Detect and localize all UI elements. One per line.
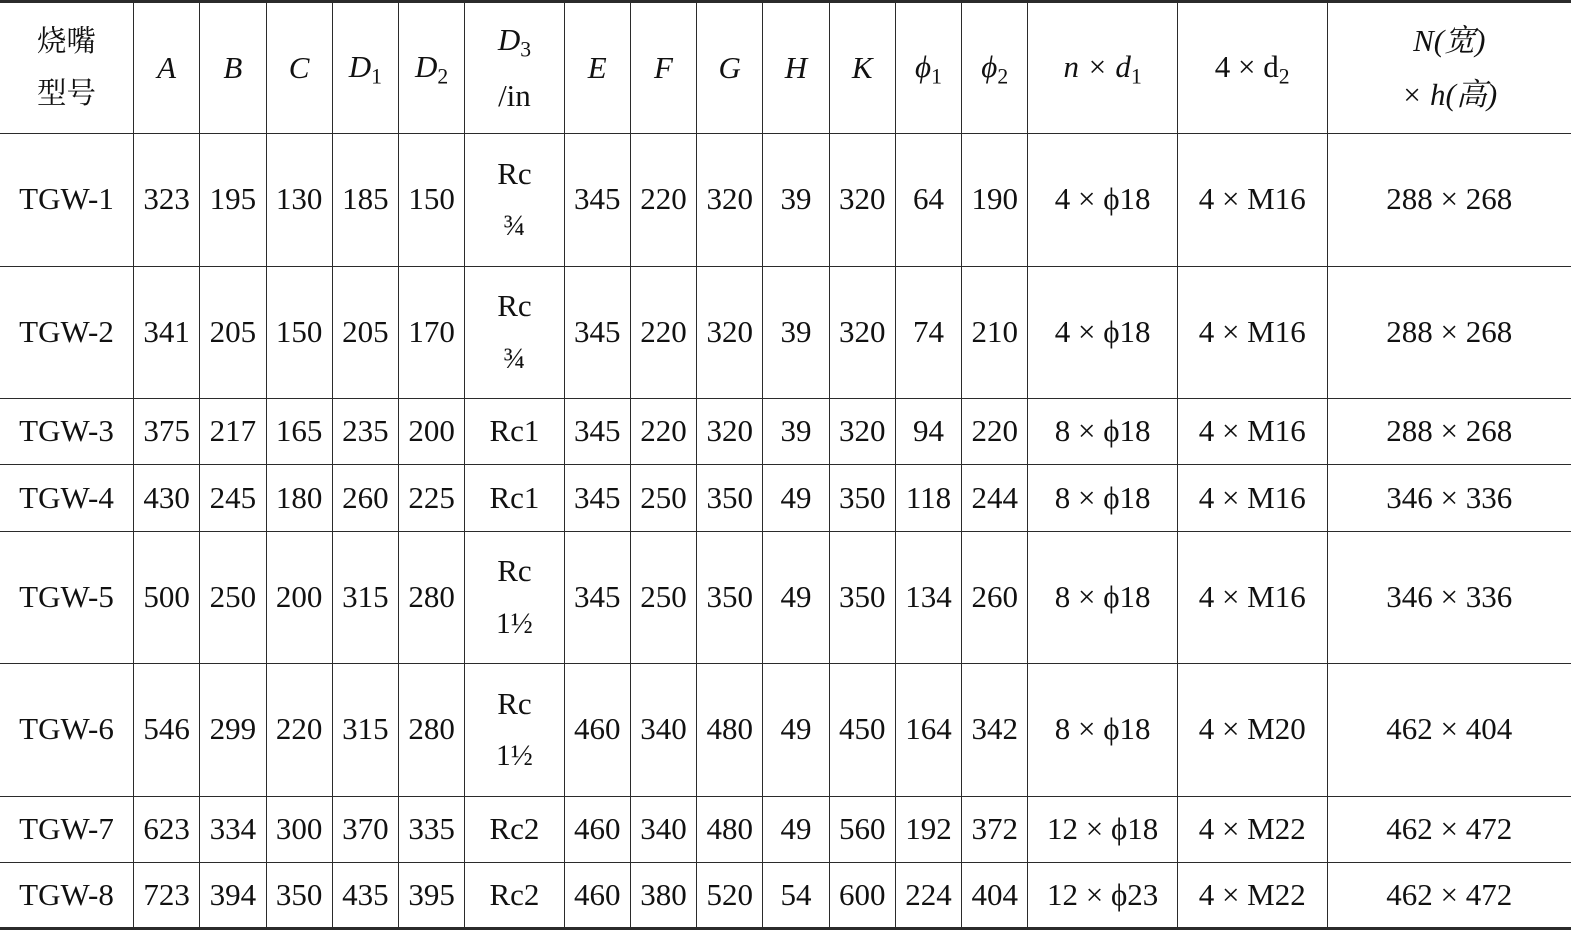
cell-F: 250 bbox=[630, 531, 696, 664]
header-D3 bbox=[465, 2, 564, 134]
cell-D3-line2: 1½ bbox=[496, 607, 533, 640]
cell-E: 345 bbox=[564, 266, 630, 399]
header-n-d1-sub: 1 bbox=[1130, 64, 1142, 89]
cell-H: 39 bbox=[763, 134, 829, 267]
header-D2-sub: 2 bbox=[437, 64, 449, 89]
cell-G: 480 bbox=[697, 796, 763, 862]
header-4-d2 bbox=[1177, 2, 1327, 134]
header-D3-sub: 3 bbox=[520, 37, 532, 62]
cell-D3-line1: Rc bbox=[497, 288, 532, 324]
header-n-d1-text: n × d bbox=[1063, 48, 1131, 84]
cell-D3 bbox=[465, 531, 564, 664]
header-phi2-letter: ϕ bbox=[981, 48, 998, 84]
cell-model: TGW-2 bbox=[0, 266, 134, 399]
header-phi2-sub: 2 bbox=[997, 64, 1009, 89]
cell-K: 560 bbox=[829, 796, 895, 862]
cell-A: 430 bbox=[134, 465, 200, 531]
cell-phi1: 164 bbox=[895, 664, 961, 797]
cell-D3: Rc1 bbox=[465, 399, 564, 465]
cell-B: 217 bbox=[200, 399, 266, 465]
header-D1-letter: D bbox=[348, 48, 372, 84]
table-row bbox=[0, 266, 1571, 399]
cell-B: 205 bbox=[200, 266, 266, 399]
cell-model: TGW-1 bbox=[0, 134, 134, 267]
cell-E: 345 bbox=[564, 134, 630, 267]
cell-phi1: 94 bbox=[895, 399, 961, 465]
cell-C: 200 bbox=[266, 531, 332, 664]
cell-D3 bbox=[465, 266, 564, 399]
header-phi2 bbox=[962, 2, 1028, 134]
cell-F: 340 bbox=[630, 796, 696, 862]
cell-D3-line2: ¾ bbox=[503, 210, 526, 243]
cell-size: 288 × 268 bbox=[1327, 266, 1571, 399]
header-D2-letter: D bbox=[415, 48, 438, 84]
cell-D2: 200 bbox=[399, 399, 465, 465]
cell-size: 462 × 472 bbox=[1327, 796, 1571, 862]
table-row bbox=[0, 796, 1571, 862]
cell-phi2: 220 bbox=[962, 399, 1028, 465]
cell-phi1: 118 bbox=[895, 465, 961, 531]
header-D3-letter: D bbox=[497, 21, 521, 57]
cell-D1: 235 bbox=[332, 399, 398, 465]
cell-phi1: 64 bbox=[895, 134, 961, 267]
cell-D1: 205 bbox=[332, 266, 398, 399]
cell-D1: 185 bbox=[332, 134, 398, 267]
cell-F: 220 bbox=[630, 134, 696, 267]
cell-4-d2: 4 × M16 bbox=[1177, 266, 1327, 399]
table-row bbox=[0, 134, 1571, 267]
cell-H: 49 bbox=[763, 465, 829, 531]
header-K: K bbox=[829, 2, 895, 134]
cell-C: 165 bbox=[266, 399, 332, 465]
cell-H: 39 bbox=[763, 399, 829, 465]
table-header bbox=[0, 2, 1571, 134]
cell-G: 320 bbox=[697, 134, 763, 267]
cell-model: TGW-6 bbox=[0, 664, 134, 797]
cell-K: 600 bbox=[829, 862, 895, 928]
cell-phi2: 342 bbox=[962, 664, 1028, 797]
cell-D2: 395 bbox=[399, 862, 465, 928]
cell-H: 39 bbox=[763, 266, 829, 399]
cell-K: 320 bbox=[829, 266, 895, 399]
cell-n-d1: 12 × ϕ23 bbox=[1028, 862, 1178, 928]
cell-size: 346 × 336 bbox=[1327, 465, 1571, 531]
cell-B: 334 bbox=[200, 796, 266, 862]
cell-A: 546 bbox=[134, 664, 200, 797]
table-row bbox=[0, 531, 1571, 664]
cell-4-d2: 4 × M16 bbox=[1177, 465, 1327, 531]
cell-phi1: 224 bbox=[895, 862, 961, 928]
header-size-line2: × h(高) bbox=[1401, 77, 1498, 112]
cell-H: 49 bbox=[763, 796, 829, 862]
table-row bbox=[0, 465, 1571, 531]
cell-model: TGW-5 bbox=[0, 531, 134, 664]
cell-4-d2: 4 × M16 bbox=[1177, 399, 1327, 465]
cell-H: 49 bbox=[763, 664, 829, 797]
cell-phi2: 210 bbox=[962, 266, 1028, 399]
cell-n-d1: 4 × ϕ18 bbox=[1028, 134, 1178, 267]
cell-n-d1: 12 × ϕ18 bbox=[1028, 796, 1178, 862]
cell-phi1: 192 bbox=[895, 796, 961, 862]
cell-C: 220 bbox=[266, 664, 332, 797]
cell-G: 320 bbox=[697, 266, 763, 399]
cell-D3-line1: Rc bbox=[497, 685, 532, 721]
header-D1 bbox=[332, 2, 398, 134]
cell-n-d1: 4 × ϕ18 bbox=[1028, 266, 1178, 399]
cell-size: 288 × 268 bbox=[1327, 134, 1571, 267]
cell-n-d1: 8 × ϕ18 bbox=[1028, 399, 1178, 465]
cell-D3: Rc1 bbox=[465, 465, 564, 531]
header-model-line1: 烧嘴 bbox=[37, 24, 96, 59]
cell-E: 345 bbox=[564, 465, 630, 531]
cell-D1: 315 bbox=[332, 664, 398, 797]
cell-F: 220 bbox=[630, 399, 696, 465]
cell-phi2: 244 bbox=[962, 465, 1028, 531]
cell-K: 320 bbox=[829, 399, 895, 465]
table-row bbox=[0, 862, 1571, 928]
header-model bbox=[0, 2, 134, 134]
cell-D1: 370 bbox=[332, 796, 398, 862]
cell-phi2: 260 bbox=[962, 531, 1028, 664]
cell-D2: 280 bbox=[399, 531, 465, 664]
cell-D2: 170 bbox=[399, 266, 465, 399]
table-row bbox=[0, 664, 1571, 797]
cell-G: 480 bbox=[697, 664, 763, 797]
cell-D3-line2: ¾ bbox=[503, 342, 526, 375]
cell-n-d1: 8 × ϕ18 bbox=[1028, 465, 1178, 531]
cell-D1: 315 bbox=[332, 531, 398, 664]
cell-D1: 260 bbox=[332, 465, 398, 531]
cell-F: 380 bbox=[630, 862, 696, 928]
cell-size: 462 × 404 bbox=[1327, 664, 1571, 797]
cell-G: 350 bbox=[697, 531, 763, 664]
cell-F: 340 bbox=[630, 664, 696, 797]
cell-B: 394 bbox=[200, 862, 266, 928]
cell-E: 460 bbox=[564, 862, 630, 928]
cell-B: 195 bbox=[200, 134, 266, 267]
cell-H: 54 bbox=[763, 862, 829, 928]
cell-C: 180 bbox=[266, 465, 332, 531]
cell-4-d2: 4 × M22 bbox=[1177, 862, 1327, 928]
cell-phi1: 134 bbox=[895, 531, 961, 664]
cell-model: TGW-3 bbox=[0, 399, 134, 465]
cell-K: 320 bbox=[829, 134, 895, 267]
cell-A: 723 bbox=[134, 862, 200, 928]
cell-model: TGW-7 bbox=[0, 796, 134, 862]
cell-D3 bbox=[465, 664, 564, 797]
header-model-line2: 型号 bbox=[37, 76, 96, 110]
cell-size: 462 × 472 bbox=[1327, 862, 1571, 928]
cell-model: TGW-8 bbox=[0, 862, 134, 928]
cell-D3-line1: Rc bbox=[497, 553, 532, 589]
cell-model: TGW-4 bbox=[0, 465, 134, 531]
cell-E: 345 bbox=[564, 399, 630, 465]
table-body bbox=[0, 134, 1571, 929]
cell-D2: 280 bbox=[399, 664, 465, 797]
cell-C: 150 bbox=[266, 266, 332, 399]
cell-A: 500 bbox=[134, 531, 200, 664]
cell-phi2: 190 bbox=[962, 134, 1028, 267]
cell-D3-line2: 1½ bbox=[496, 740, 533, 773]
cell-B: 250 bbox=[200, 531, 266, 664]
header-phi1-letter: ϕ bbox=[915, 48, 932, 84]
cell-G: 320 bbox=[697, 399, 763, 465]
cell-B: 299 bbox=[200, 664, 266, 797]
header-row bbox=[0, 2, 1571, 134]
cell-F: 250 bbox=[630, 465, 696, 531]
header-size-line1: N(宽) bbox=[1413, 22, 1486, 58]
header-C: C bbox=[266, 2, 332, 134]
cell-phi2: 372 bbox=[962, 796, 1028, 862]
cell-K: 350 bbox=[829, 465, 895, 531]
cell-C: 300 bbox=[266, 796, 332, 862]
header-4-d2-text: 4 × d bbox=[1214, 48, 1279, 84]
cell-4-d2: 4 × M22 bbox=[1177, 796, 1327, 862]
header-G: G bbox=[697, 2, 763, 134]
cell-E: 345 bbox=[564, 531, 630, 664]
cell-4-d2: 4 × M20 bbox=[1177, 664, 1327, 797]
cell-size: 288 × 268 bbox=[1327, 399, 1571, 465]
header-size bbox=[1327, 2, 1571, 134]
cell-A: 623 bbox=[134, 796, 200, 862]
header-n-d1 bbox=[1028, 2, 1178, 134]
header-F: F bbox=[630, 2, 696, 134]
cell-n-d1: 8 × ϕ18 bbox=[1028, 531, 1178, 664]
cell-B: 245 bbox=[200, 465, 266, 531]
cell-G: 350 bbox=[697, 465, 763, 531]
cell-phi1: 74 bbox=[895, 266, 961, 399]
cell-4-d2: 4 × M16 bbox=[1177, 531, 1327, 664]
cell-D3: Rc2 bbox=[465, 862, 564, 928]
cell-D1: 435 bbox=[332, 862, 398, 928]
cell-G: 520 bbox=[697, 862, 763, 928]
header-D3-unit: /in bbox=[498, 78, 531, 114]
cell-K: 350 bbox=[829, 531, 895, 664]
cell-E: 460 bbox=[564, 796, 630, 862]
cell-E: 460 bbox=[564, 664, 630, 797]
header-E: E bbox=[564, 2, 630, 134]
cell-n-d1: 8 × ϕ18 bbox=[1028, 664, 1178, 797]
header-H: H bbox=[763, 2, 829, 134]
cell-D3: Rc2 bbox=[465, 796, 564, 862]
header-phi1 bbox=[895, 2, 961, 134]
cell-H: 49 bbox=[763, 531, 829, 664]
cell-phi2: 404 bbox=[962, 862, 1028, 928]
header-4-d2-sub: 2 bbox=[1278, 64, 1290, 89]
cell-F: 220 bbox=[630, 266, 696, 399]
cell-C: 130 bbox=[266, 134, 332, 267]
cell-A: 323 bbox=[134, 134, 200, 267]
cell-D3-line1: Rc bbox=[497, 155, 532, 191]
header-D1-sub: 1 bbox=[371, 64, 382, 89]
table-row bbox=[0, 399, 1571, 465]
cell-D2: 225 bbox=[399, 465, 465, 531]
cell-D2: 335 bbox=[399, 796, 465, 862]
header-D2 bbox=[399, 2, 465, 134]
cell-size: 346 × 336 bbox=[1327, 531, 1571, 664]
header-A: A bbox=[134, 2, 200, 134]
cell-K: 450 bbox=[829, 664, 895, 797]
header-B: B bbox=[200, 2, 266, 134]
cell-C: 350 bbox=[266, 862, 332, 928]
cell-D3 bbox=[465, 134, 564, 267]
header-phi1-sub: 1 bbox=[931, 64, 942, 89]
cell-A: 341 bbox=[134, 266, 200, 399]
cell-A: 375 bbox=[134, 399, 200, 465]
cell-D2: 150 bbox=[399, 134, 465, 267]
cell-4-d2: 4 × M16 bbox=[1177, 134, 1327, 267]
